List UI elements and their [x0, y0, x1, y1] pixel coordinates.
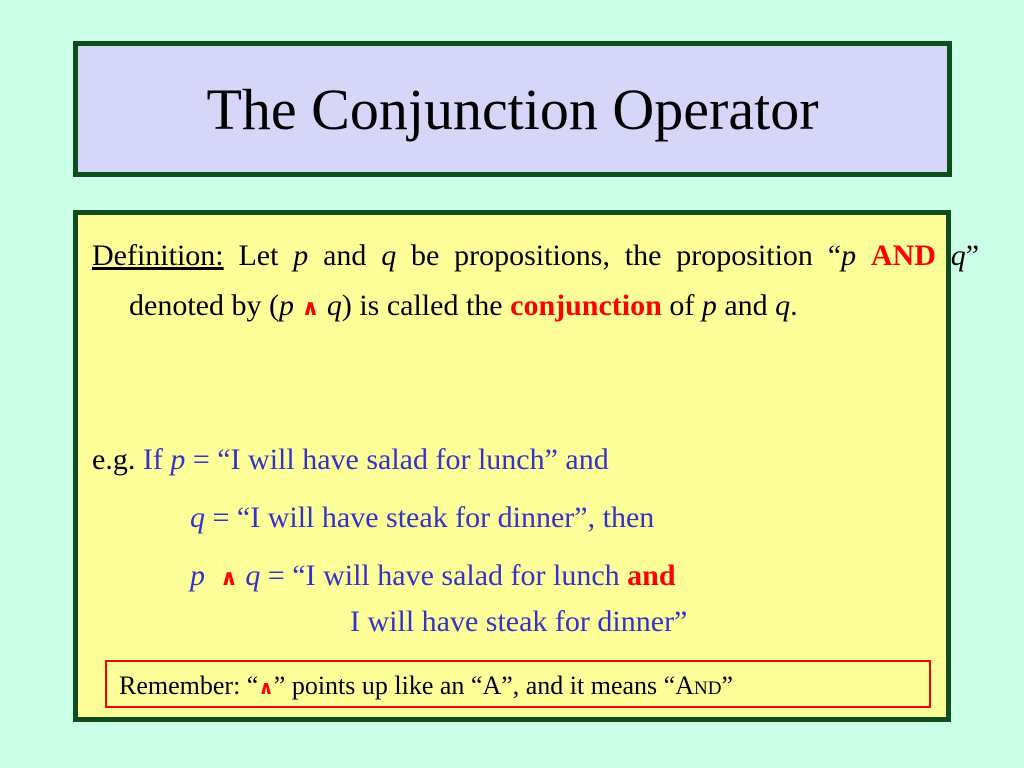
var-q: q — [326, 289, 342, 322]
example-line-pq-cont: I will have steak for dinner” — [350, 605, 688, 638]
var-p: p — [190, 559, 205, 592]
conjunction-term: conjunction — [510, 289, 662, 322]
def-text-2: and — [308, 239, 382, 272]
title-box — [73, 41, 952, 177]
eg-label: e.g. — [92, 443, 136, 476]
var-q: q — [950, 239, 966, 272]
def-text-11: and — [716, 289, 776, 322]
wedge-symbol: ∧ — [258, 677, 274, 699]
remember-text-2: ” points up like an “A”, and it means “A — [273, 671, 694, 700]
wedge-symbol: ∧ — [220, 566, 238, 591]
var-q: q — [775, 289, 791, 322]
example-line-pq — [190, 556, 676, 599]
var-q: q — [381, 239, 397, 272]
var-p: p — [841, 239, 857, 272]
var-q: q — [245, 559, 261, 592]
eg-if: If — [135, 443, 171, 476]
remember-text-1: Remember: “ — [119, 671, 259, 700]
def-text-3: be propositions, the proposition “ — [396, 239, 842, 272]
eg-p-definition: = “I will have salad for lunch” and — [185, 443, 609, 476]
wedge-symbol: ∧ — [301, 296, 320, 321]
def-text-1: Let — [223, 239, 294, 272]
content-box — [73, 210, 980, 722]
and-keyword: AND — [870, 239, 936, 272]
remember-note — [105, 660, 931, 708]
and-keyword: and — [627, 559, 676, 592]
def-text-9: ) is called the — [341, 289, 511, 322]
eg-pq-definition: = “I will have salad for lunch — [260, 559, 628, 592]
eg-q-definition: = “I will have steak for dinner”, then — [205, 501, 655, 534]
space — [319, 289, 327, 322]
space — [856, 239, 871, 272]
var-p: p — [293, 239, 309, 272]
var-p: p — [170, 443, 186, 476]
example-line-q — [190, 498, 654, 538]
var-p: p — [278, 289, 294, 322]
space — [936, 239, 951, 272]
var-p: p — [701, 289, 717, 322]
definition-label: Definition: — [92, 239, 224, 272]
definition-paragraph — [92, 231, 979, 334]
def-text-12: . — [790, 289, 798, 322]
remember-small-caps: ND — [694, 678, 722, 699]
remember-text-3: ” — [721, 671, 733, 700]
var-q: q — [190, 501, 205, 534]
def-text-10: of — [661, 289, 702, 322]
example-line-p — [92, 440, 609, 480]
slide-title: The Conjunction Operator — [206, 76, 819, 142]
def-text-6: ” denoted by ( — [129, 239, 980, 322]
